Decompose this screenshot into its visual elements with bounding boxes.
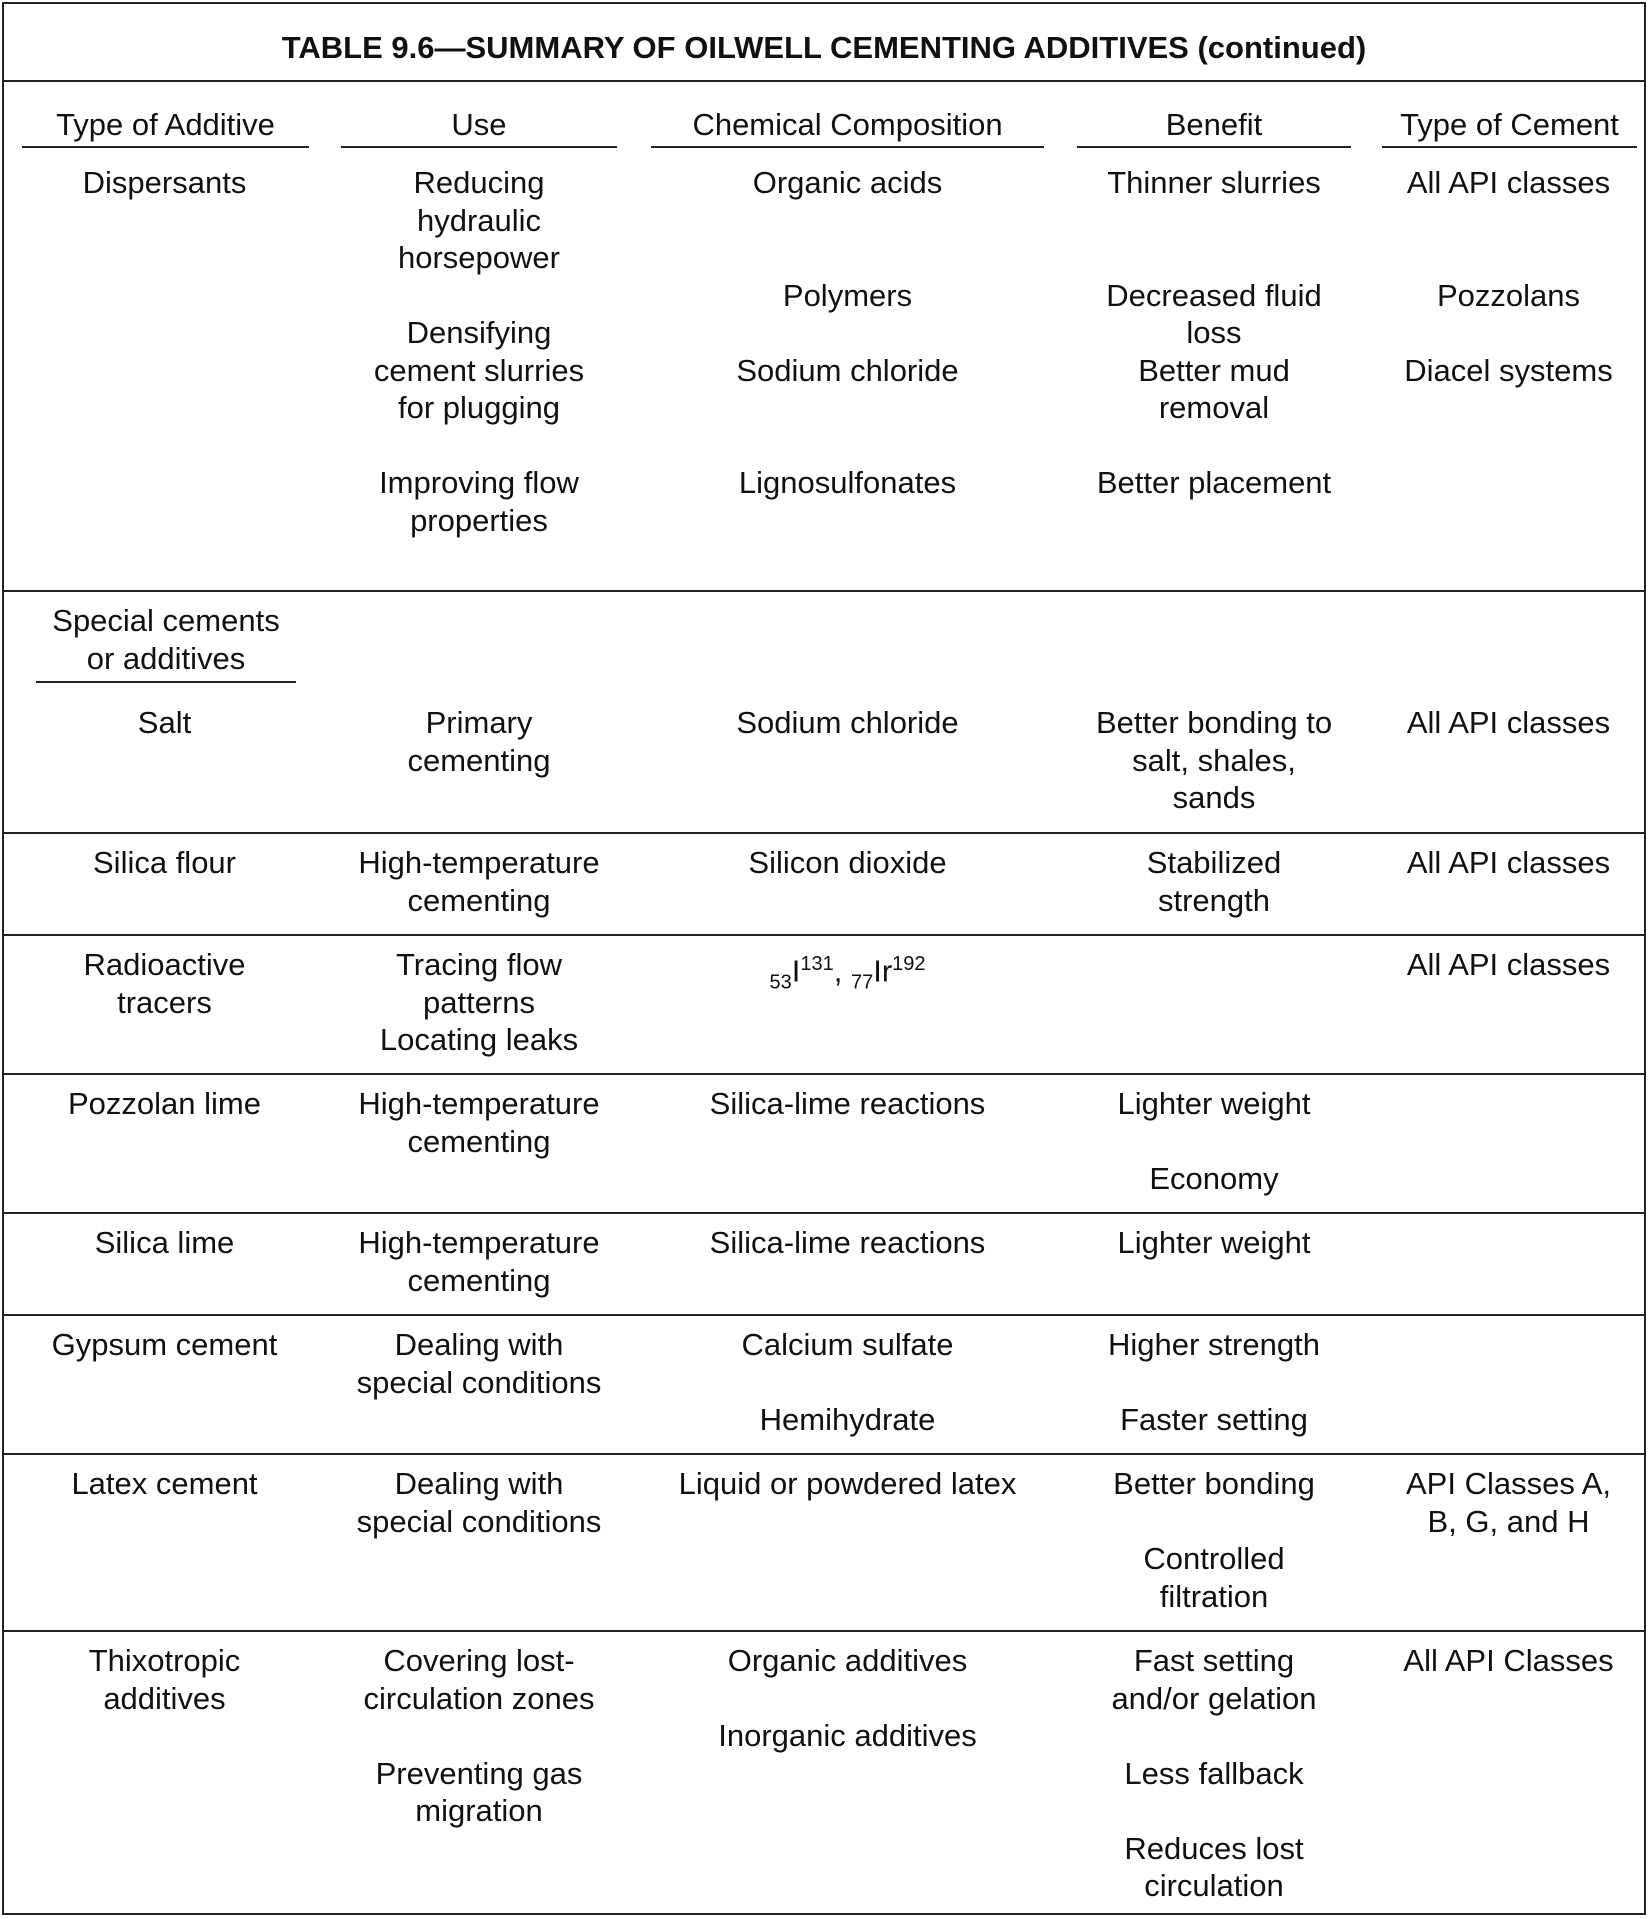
cell-line: Silica-lime reactions: [709, 1086, 986, 1121]
cell-additive: [22, 1085, 307, 1123]
cell-line: Reduces lost: [1124, 1830, 1304, 1866]
cell-line: Liquid or powdered latex: [678, 1466, 1017, 1501]
cell-use: [341, 164, 617, 539]
cell-line: salt, shales,: [1132, 742, 1296, 778]
cell-line: Reducing: [413, 165, 545, 200]
cell-line: Locating leaks: [379, 1022, 579, 1057]
cell-benefit: [1077, 704, 1351, 817]
cell-line: Stabilized: [1146, 845, 1282, 880]
cell-line: High-temperature: [358, 1086, 600, 1121]
cell-line: Sodium chloride: [736, 352, 959, 388]
cell-use: [341, 1224, 617, 1299]
cell-line: Hemihydrate: [759, 1402, 936, 1437]
cell-line: Organic acids: [752, 165, 943, 200]
table-row-latex-cement: [4, 1455, 1644, 1632]
cell-composition: [651, 1224, 1044, 1262]
cell-line: Thinner slurries: [1107, 165, 1321, 200]
cell-line: All API classes: [1406, 165, 1611, 200]
cell-use: [341, 1465, 617, 1540]
cell-line: tracers: [117, 984, 212, 1020]
cell-cement: [1382, 164, 1635, 389]
cell-line: patterns: [422, 984, 535, 1020]
cell-line: cementing: [407, 1123, 551, 1159]
cell-cement: [1382, 704, 1635, 742]
cell-line: Fast setting: [1133, 1643, 1295, 1678]
cell-line: sands: [1172, 780, 1256, 815]
line-gap: [1077, 202, 1351, 240]
cell-line: Dispersants: [82, 165, 247, 200]
header-chemical-composition: Chemical Composition: [651, 106, 1044, 150]
cell-line: Lighter weight: [1117, 1225, 1311, 1260]
cell-composition: [651, 704, 1044, 742]
cell-line: Dealing with: [394, 1327, 564, 1362]
line-gap: [651, 427, 1044, 465]
cell-additive: [22, 1642, 307, 1717]
cell-line: Higher strength: [1108, 1327, 1320, 1362]
cell-use: [341, 1326, 617, 1401]
cell-cement: [1382, 844, 1635, 882]
table-row-salt: [4, 592, 1644, 834]
table-row-silica-lime: [4, 1214, 1644, 1316]
line-gap: [1382, 202, 1635, 240]
cell-composition: [651, 1326, 1044, 1439]
cell-line: Diacel systems: [1404, 352, 1613, 388]
cell-additive: [22, 1224, 307, 1262]
cell-line: Lignosulfonates: [738, 465, 957, 500]
table-header-row: [4, 82, 1644, 158]
cell-line: cementing: [407, 1262, 551, 1298]
header-type-of-cement: Type of Cement: [1382, 106, 1637, 150]
cell-use: [341, 1085, 617, 1160]
table-row-thixotropic-additives: [4, 1632, 1644, 1913]
cell-line: Sodium chloride: [736, 705, 959, 740]
cell-line: Organic additives: [727, 1643, 968, 1678]
cell-line: B, G, and H: [1427, 1503, 1590, 1539]
table-row-pozzolan-lime: [4, 1075, 1644, 1214]
cell-line: filtration: [1159, 1578, 1269, 1614]
cell-line: Controlled: [1143, 1541, 1285, 1576]
cell-line: Improving flow: [379, 465, 579, 500]
cell-line: Economy: [1149, 1161, 1279, 1196]
cell-line: horsepower: [398, 240, 560, 275]
cell-line: All API classes: [1406, 845, 1611, 880]
line-gap: [1077, 1717, 1351, 1755]
line-gap: [651, 239, 1044, 277]
cell-line: Faster setting: [1120, 1402, 1308, 1437]
cell-benefit: [1077, 1465, 1351, 1615]
cell-cement: [1382, 946, 1635, 984]
header-benefit: Benefit: [1077, 106, 1351, 150]
cell-line: Better placement: [1096, 465, 1332, 500]
cell-line: circulation: [1144, 1868, 1284, 1903]
cell-line: cementing: [407, 742, 551, 778]
cell-line: properties: [410, 502, 548, 538]
table-row-dispersants: [4, 158, 1644, 592]
cell-benefit: [1077, 164, 1351, 502]
line-gap: [1077, 1364, 1351, 1402]
cell-line: Thixotropic: [88, 1643, 241, 1678]
cell-additive: [22, 1326, 307, 1364]
cell-line: Calcium sulfate: [741, 1327, 954, 1362]
cell-composition: [651, 1085, 1044, 1123]
cell-line: Better bonding to: [1095, 705, 1333, 740]
line-gap: [1382, 314, 1635, 352]
line-gap: [1382, 239, 1635, 277]
cell-line: Better mud: [1138, 352, 1290, 388]
cell-line: All API classes: [1406, 705, 1611, 740]
line-gap: [341, 1717, 617, 1755]
cell-line: High-temperature: [358, 845, 600, 880]
cell-line: Inorganic additives: [718, 1718, 977, 1753]
cell-line: loss: [1186, 315, 1242, 350]
line-gap: [1077, 1792, 1351, 1830]
cell-line: Gypsum cement: [51, 1327, 278, 1362]
cell-line: migration: [415, 1793, 543, 1828]
cell-line: Pozzolan lime: [68, 1086, 261, 1121]
table-title: TABLE 9.6—SUMMARY OF OILWELL CEMENTING ADDITIVES (continued): [4, 4, 1644, 82]
cell-line: and/or gelation: [1111, 1680, 1317, 1716]
cell-use: [341, 1642, 617, 1830]
cell-line: strength: [1157, 882, 1270, 918]
cell-line: additives: [103, 1680, 226, 1716]
cell-line: Latex cement: [71, 1466, 258, 1501]
cell-line: special conditions: [356, 1503, 602, 1539]
cell-line: Dealing with: [394, 1466, 564, 1501]
table-row-gypsum-cement: [4, 1316, 1644, 1455]
table-frame: [2, 2, 1646, 1915]
cell-line: Primary: [425, 705, 533, 740]
line-gap: [341, 427, 617, 465]
cell-line: Silica-lime reactions: [709, 1225, 986, 1260]
cell-line: High-temperature: [358, 1225, 600, 1260]
cell-line: Covering lost-: [383, 1643, 575, 1678]
cell-cement: [1382, 1642, 1635, 1680]
cell-benefit: [1077, 1085, 1351, 1198]
cell-line: hydraulic: [416, 202, 542, 238]
cell-line: Decreased fluid: [1106, 277, 1322, 313]
cell-composition: $_{53}I^{131}$, $_{77}Ir^{192}$: [769, 953, 926, 994]
table-row-radioactive-tracers: [4, 936, 1644, 1075]
cell-line: Silicon dioxide: [748, 845, 947, 880]
line-gap: [1077, 1503, 1351, 1541]
cell-line: API Classes A,: [1405, 1466, 1612, 1501]
line-gap: [341, 277, 617, 315]
cell-benefit: [1077, 1224, 1351, 1262]
cell-composition: [651, 1642, 1044, 1755]
table-row-silica-flour: [4, 834, 1644, 936]
cell-additive: [22, 1465, 307, 1503]
line-gap: [651, 202, 1044, 240]
cell-line: removal: [1158, 390, 1270, 425]
cell-line: Polymers: [782, 277, 913, 313]
cell-benefit: [1077, 1326, 1351, 1439]
cell-composition: [651, 1465, 1044, 1503]
cell-line: circulation zones: [363, 1680, 595, 1716]
cell-use: [341, 946, 617, 1059]
cell-cement: [1382, 1465, 1635, 1540]
line-gap: [1077, 427, 1351, 465]
cell-line: Preventing gas: [375, 1755, 583, 1791]
cell-composition: [651, 844, 1044, 882]
line-gap: [1077, 1123, 1351, 1161]
cell-use: [341, 844, 617, 919]
cell-line: special conditions: [356, 1364, 602, 1400]
cell-additive: [22, 946, 307, 1021]
cell-line: Less fallback: [1124, 1755, 1304, 1791]
special-cements-heading: Special cements or additives: [36, 602, 296, 683]
cell-line: cementing: [407, 882, 551, 918]
cell-line: Densifying: [406, 315, 552, 350]
cell-line: cement slurries: [373, 352, 585, 388]
line-gap: [651, 1364, 1044, 1402]
cell-line: Tracing flow: [396, 947, 562, 982]
line-gap: [1077, 239, 1351, 277]
cell-line: Silica lime: [94, 1225, 235, 1260]
cell-additive: [22, 164, 307, 202]
cell-line: All API Classes: [1403, 1643, 1614, 1678]
cell-line: Pozzolans: [1436, 277, 1581, 313]
cell-benefit: [1077, 844, 1351, 919]
cell-additive: [22, 844, 307, 882]
cell-use: [341, 704, 617, 779]
header-use: Use: [341, 106, 617, 150]
cell-line: Salt: [137, 705, 192, 740]
cell-additive: [22, 704, 307, 742]
cell-composition: [651, 164, 1044, 502]
cell-line: for plugging: [397, 390, 560, 425]
cell-line: Silica flour: [93, 845, 236, 880]
cell-line: Lighter weight: [1117, 1086, 1311, 1121]
cell-benefit: [1077, 1642, 1351, 1905]
cell-line: Radioactive: [83, 947, 246, 982]
header-type-of-additive: Type of Additive: [22, 106, 309, 150]
line-gap: [651, 389, 1044, 427]
cell-line: All API classes: [1406, 947, 1611, 982]
cell-line: Better bonding: [1113, 1466, 1315, 1501]
line-gap: [651, 314, 1044, 352]
line-gap: [651, 1680, 1044, 1718]
